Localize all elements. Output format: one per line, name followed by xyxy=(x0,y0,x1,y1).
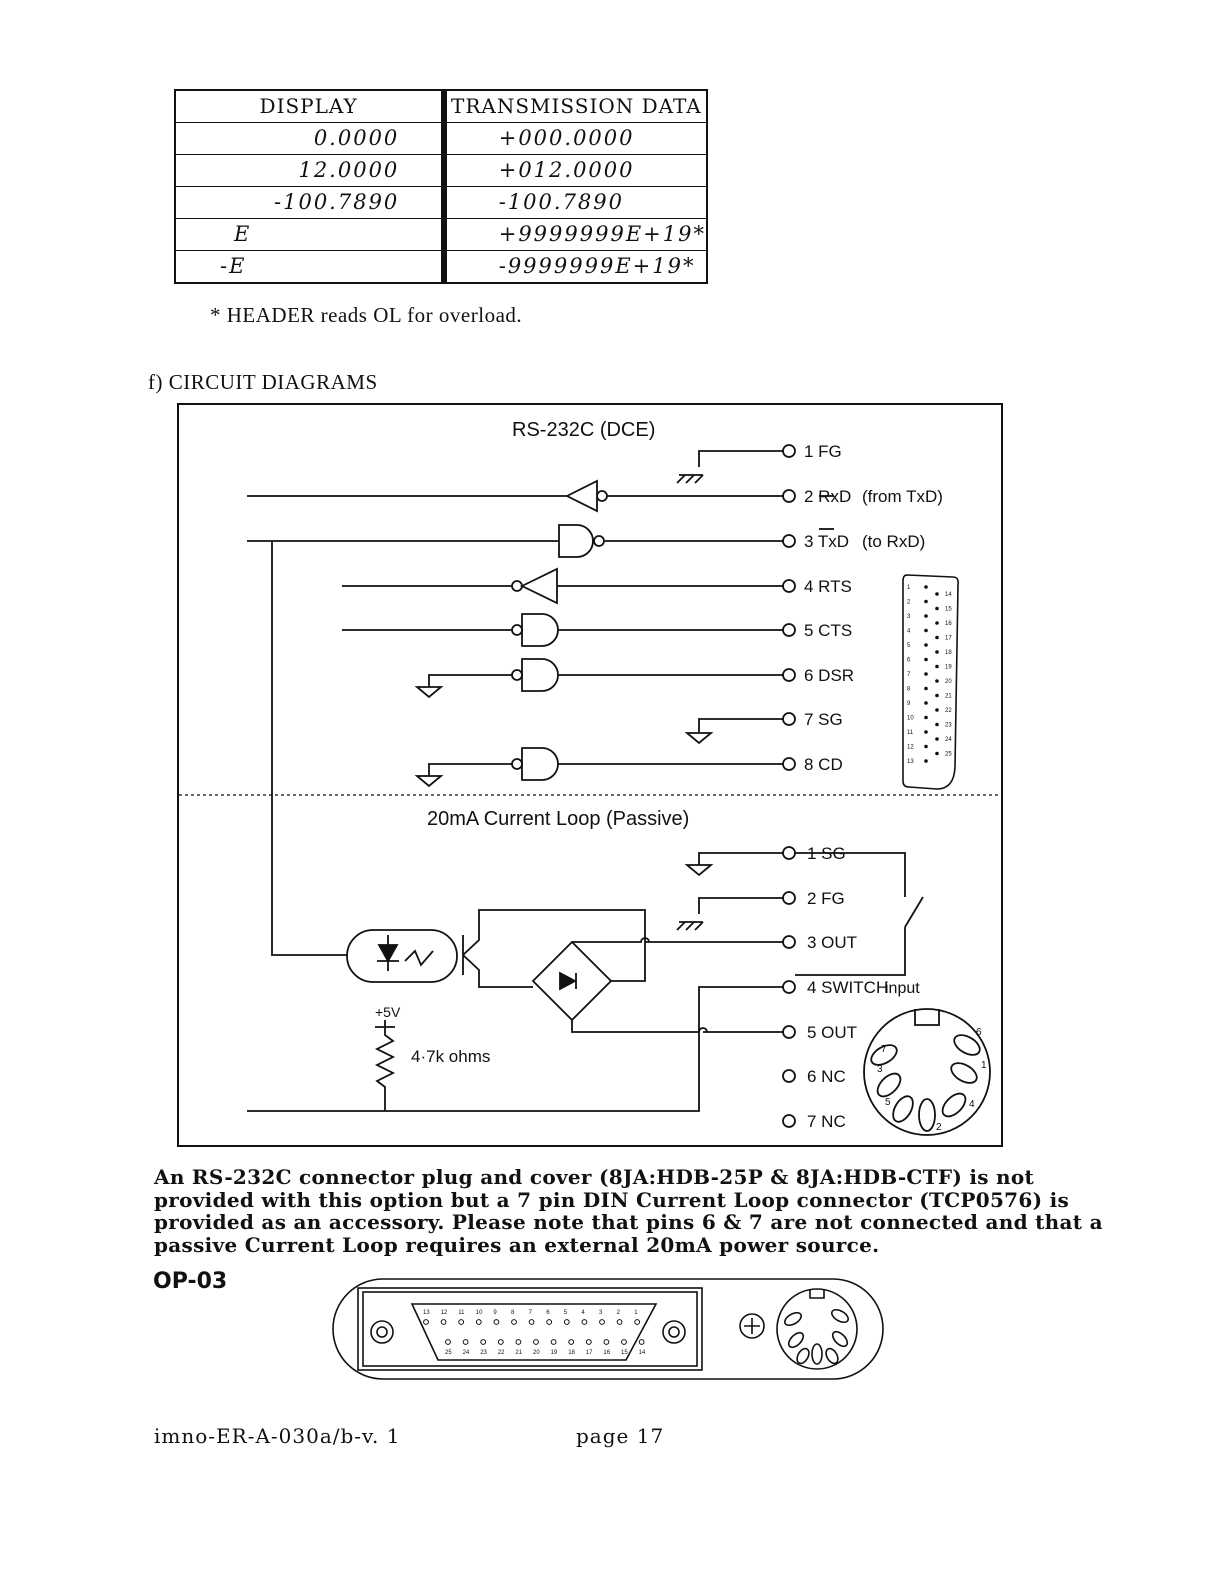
db25-pin-number: 21 xyxy=(515,1350,523,1356)
resistor-icon xyxy=(375,1004,490,1111)
db25-pin-number: 8 xyxy=(907,686,911,693)
db25-pin xyxy=(924,643,928,647)
db25-pin-number: 20 xyxy=(533,1350,540,1356)
db25-pin-number: 7 xyxy=(907,672,911,678)
data-cell: +012.0000 xyxy=(446,154,707,186)
pin-terminal xyxy=(783,713,795,725)
column-header-transmission: TRANSMISSION DATA xyxy=(446,90,707,122)
loop-pin-label: 5 OUT xyxy=(807,1023,858,1042)
db25-pin-number: 13 xyxy=(423,1310,430,1316)
db25-pin xyxy=(935,636,939,640)
db25-pin xyxy=(604,1340,609,1345)
db25-pin xyxy=(534,1340,539,1345)
table-header-row xyxy=(175,90,707,122)
pin-terminal xyxy=(783,445,795,457)
db25-pin xyxy=(498,1340,503,1345)
din-connector-icon xyxy=(864,1009,990,1135)
din-socket-pin xyxy=(812,1344,822,1364)
rxd-line xyxy=(247,481,783,511)
db25-pin-number: 13 xyxy=(907,759,914,765)
pin-label-sg: 7 SG xyxy=(804,710,843,729)
column-header-display: DISPLAY xyxy=(175,90,442,122)
circuit-diagram xyxy=(177,403,1003,1147)
db25-pin-number: 19 xyxy=(945,664,952,671)
db25-pin xyxy=(459,1320,464,1325)
rs232-pins xyxy=(783,445,795,770)
db25-pin xyxy=(529,1320,534,1325)
loop-pins xyxy=(783,847,795,1127)
data-cell: +000.0000 xyxy=(446,122,707,154)
txd-note: (to RxD) xyxy=(862,532,926,551)
db25-pin xyxy=(924,585,928,589)
data-cell: +9999999E+19* xyxy=(446,218,707,250)
db25-pin xyxy=(924,716,928,720)
rxd-note: (from TxD) xyxy=(862,487,943,506)
cd-gate xyxy=(429,748,783,780)
din-pin-number: 2 xyxy=(936,1122,942,1133)
db25-pin-number: 7 xyxy=(528,1310,532,1316)
overload-note: * HEADER reads OL for overload. xyxy=(210,303,523,327)
db25-pin-number: 12 xyxy=(440,1310,448,1316)
loop-pin-label: 6 NC xyxy=(807,1067,846,1086)
rs232-pin-labels xyxy=(804,442,943,774)
db25-pin xyxy=(935,665,939,669)
loop-signal-ground xyxy=(687,853,783,875)
db25-pin xyxy=(446,1340,451,1345)
loop-pin-label: 7 NC xyxy=(807,1112,846,1131)
db25-pin xyxy=(481,1340,486,1345)
din-pin-number: 5 xyxy=(885,1097,891,1108)
db25-pin xyxy=(924,658,928,662)
din-pin-number: 3 xyxy=(877,1064,883,1075)
db25-pin-number: 16 xyxy=(603,1350,611,1356)
db25-pin xyxy=(463,1340,468,1345)
din-socket-pin xyxy=(830,1329,850,1349)
loop-pin-labels xyxy=(807,844,920,1131)
db25-pin-number: 23 xyxy=(945,722,952,729)
db25-pin xyxy=(924,759,928,763)
db25-pin xyxy=(617,1320,622,1325)
din-socket-pin xyxy=(795,1347,812,1366)
db25-pin xyxy=(551,1340,556,1345)
screw-icon xyxy=(371,1321,393,1343)
din-pin-number: 6 xyxy=(976,1027,982,1038)
cts-gate xyxy=(342,614,783,646)
pin-terminal xyxy=(783,1070,795,1082)
din-socket-icon xyxy=(777,1289,857,1369)
db25-pin xyxy=(924,672,928,676)
db25-pin-number: 24 xyxy=(462,1350,470,1356)
db25-plate xyxy=(358,1288,702,1370)
db25-pin xyxy=(512,1320,517,1325)
din-pin-number: 7 xyxy=(881,1044,887,1055)
connector-paragraph: An RS-232C connector plug and cover (8JA:HDB-25P & 8JA:HDB-CTF) is not provided with this option but a 7 pin DIN Current Loop connector (TCP0576) is provided as an accessory. Please note that pins 6 & 7 are not connected and that a passive Current Loop requires an external 20mA power source. xyxy=(154,1165,1103,1257)
switch-icon xyxy=(795,853,923,975)
resistor-label: 4·7k ohms xyxy=(411,1047,491,1066)
display-cell: -E xyxy=(175,250,442,283)
db25-pin-number: 4 xyxy=(581,1310,585,1316)
db25-pin-number: 1 xyxy=(634,1310,638,1316)
pin-terminal xyxy=(783,624,795,636)
screw-cross-icon xyxy=(744,1318,760,1334)
rear-panel-drawing xyxy=(330,1276,886,1382)
db25-pin xyxy=(476,1320,481,1325)
db25-pin xyxy=(924,745,928,749)
db25-pin xyxy=(639,1340,644,1345)
db25-pin-number: 10 xyxy=(475,1310,483,1316)
db25-pin-number: 1 xyxy=(907,585,911,591)
db25-pin xyxy=(564,1320,569,1325)
loop-feed-line xyxy=(272,541,347,955)
db25-pin-number: 5 xyxy=(907,643,911,649)
db25-pin xyxy=(924,629,928,633)
din-key xyxy=(810,1289,824,1298)
db25-pin xyxy=(935,621,939,625)
db25-pin xyxy=(424,1320,429,1325)
db25-pin-number: 18 xyxy=(568,1350,575,1356)
pin-terminal xyxy=(783,1115,795,1127)
supply-label: +5V xyxy=(375,1004,401,1020)
transmission-table xyxy=(174,89,708,284)
pin-terminal xyxy=(783,936,795,948)
pin-label-rxd: 2 RxD xyxy=(804,487,852,506)
db25-pin xyxy=(935,708,939,712)
db25-pin xyxy=(935,694,939,698)
pin-label-cts: 5 CTS xyxy=(804,621,853,640)
db25-pin-number: 21 xyxy=(945,693,952,700)
loop-pin-label: 2 FG xyxy=(807,889,845,908)
db25-pin-number: 16 xyxy=(945,621,952,627)
db25-pin-number: 14 xyxy=(945,592,952,598)
din-socket-pin xyxy=(783,1310,804,1328)
table-row xyxy=(175,250,707,283)
db25-pin-number: 8 xyxy=(511,1310,515,1316)
db25-pin-number: 6 xyxy=(546,1310,550,1316)
db25-pin xyxy=(924,730,928,734)
db25-pin-number: 12 xyxy=(907,744,914,751)
db25-pin xyxy=(935,607,939,611)
pin-label-txd: 3 TxD xyxy=(804,532,850,551)
db25-pin xyxy=(516,1340,521,1345)
switch-input-label: input xyxy=(885,980,920,997)
db25-pin-number: 2 xyxy=(616,1310,620,1316)
screw-icon xyxy=(663,1321,685,1343)
db25-pin-number: 22 xyxy=(945,708,952,714)
circuit-diagram-svg xyxy=(179,405,1001,1145)
db25-pin-number: 22 xyxy=(497,1350,505,1356)
db25-pin-number: 20 xyxy=(945,679,952,685)
db25-pin xyxy=(924,614,928,618)
db25-pin-number: 11 xyxy=(458,1310,465,1316)
db25-pin xyxy=(935,723,939,727)
signal-ground xyxy=(687,719,783,743)
db25-pin xyxy=(935,737,939,741)
din-socket-pin xyxy=(830,1307,851,1325)
inverter-bubble xyxy=(512,670,522,680)
table-row xyxy=(175,154,707,186)
db25-pin-number: 3 xyxy=(599,1310,603,1316)
db25-pin xyxy=(935,752,939,756)
db25-pin-number: 11 xyxy=(907,730,914,736)
data-cell: -9999999E+19* xyxy=(446,250,707,283)
chassis-ground-icon xyxy=(677,898,783,930)
display-cell: 0.0000 xyxy=(175,122,442,154)
db25-pin xyxy=(441,1320,446,1325)
pin-label-dsr: 6 DSR xyxy=(804,666,855,685)
inverter-bubble xyxy=(594,536,604,546)
db25-pin-number: 15 xyxy=(945,606,952,613)
db25-pin-number: 5 xyxy=(563,1310,568,1316)
db25-pin xyxy=(569,1340,574,1345)
rts-gate xyxy=(342,569,783,603)
db25-pin-number: 19 xyxy=(550,1350,558,1356)
txd-gate xyxy=(247,525,783,557)
db25-pin xyxy=(935,650,939,654)
db25-pin xyxy=(635,1320,640,1325)
din-pin-number: 1 xyxy=(981,1060,987,1071)
display-cell: 12.0000 xyxy=(175,154,442,186)
db25-pin-number: 4 xyxy=(907,628,911,635)
table-row xyxy=(175,218,707,250)
pin-terminal xyxy=(783,490,795,502)
pin-terminal xyxy=(783,892,795,904)
db25-pin xyxy=(924,701,928,705)
db25-pin-number: 25 xyxy=(445,1350,452,1356)
db25-pin-number: 17 xyxy=(585,1350,593,1356)
rs232-title: RS-232C (DCE) xyxy=(512,419,656,441)
db25-pin xyxy=(935,679,939,683)
pin-label-rts: 4 RTS xyxy=(804,577,852,596)
footer-doc-id: imno-ER-A-030a/b-v. 1 xyxy=(154,1424,401,1448)
table-row xyxy=(175,186,707,218)
din-socket-pin xyxy=(786,1330,806,1350)
pin-terminal xyxy=(783,981,795,993)
optocoupler-icon xyxy=(347,910,645,987)
db25-pin-number: 3 xyxy=(907,614,911,620)
chassis-ground-icon xyxy=(677,451,783,483)
db25-pin-array xyxy=(907,585,952,765)
db25-pin xyxy=(582,1320,587,1325)
db25-pin xyxy=(600,1320,605,1325)
dsr-gate xyxy=(429,659,783,691)
db25-pin xyxy=(935,592,939,596)
switch-feed-line xyxy=(247,987,783,1111)
pin-label-fg: 1 FG xyxy=(804,442,842,461)
table-row xyxy=(175,122,707,154)
db25-pin-number: 17 xyxy=(945,635,952,642)
db25-pin xyxy=(494,1320,499,1325)
db25-pin xyxy=(924,600,928,604)
data-cell: -100.7890 xyxy=(446,186,707,218)
pin-label-cd: 8 CD xyxy=(804,755,843,774)
db25-pin xyxy=(622,1340,627,1345)
db25-pin-number: 18 xyxy=(945,650,952,656)
db25-pin-number: 9 xyxy=(493,1310,497,1316)
loop-pin-label: 1 SG xyxy=(807,844,846,863)
db25-plate-inner xyxy=(363,1292,697,1366)
screw-icon xyxy=(377,1327,387,1337)
pin-terminal xyxy=(783,758,795,770)
db25-pin-number: 25 xyxy=(945,751,952,758)
section-title: f) CIRCUIT DIAGRAMS xyxy=(148,370,378,394)
db25-pin-number: 2 xyxy=(907,599,911,606)
screw-icon xyxy=(669,1327,679,1337)
pin-terminal xyxy=(783,847,795,859)
ground-icon xyxy=(417,687,441,697)
display-cell: -100.7890 xyxy=(175,186,442,218)
bridge-rectifier-icon xyxy=(529,938,783,1032)
pin-terminal xyxy=(783,535,795,547)
db25-pin-number: 6 xyxy=(907,657,911,664)
db25-pin-number: 9 xyxy=(907,701,911,707)
loop-pin-label: 4 SWITCH xyxy=(807,978,889,997)
db25-pin-number: 23 xyxy=(480,1350,487,1356)
display-cell: E xyxy=(175,218,442,250)
ground-icon xyxy=(417,776,441,786)
db25-pin xyxy=(547,1320,552,1325)
db25-pin xyxy=(924,687,928,691)
db25-pin-number: 15 xyxy=(621,1350,628,1356)
db25-pin xyxy=(586,1340,591,1345)
panel-label: OP-03 xyxy=(153,1269,228,1294)
db25-pin-number: 14 xyxy=(638,1350,646,1356)
inverter-bubble xyxy=(512,625,522,635)
pin-terminal xyxy=(783,1026,795,1038)
loop-title: 20mA Current Loop (Passive) xyxy=(427,808,690,830)
footer-page-number: page 17 xyxy=(576,1424,665,1448)
inverter-bubble xyxy=(597,491,607,501)
din-pin-number: 4 xyxy=(969,1099,975,1110)
db25-front-pins xyxy=(423,1310,646,1356)
inverter-bubble xyxy=(512,759,522,769)
db25-pin-number: 10 xyxy=(907,715,914,722)
pin-terminal xyxy=(783,669,795,681)
pin-terminal xyxy=(783,580,795,592)
db25-pin-number: 24 xyxy=(945,737,952,743)
loop-pin-label: 3 OUT xyxy=(807,933,858,952)
